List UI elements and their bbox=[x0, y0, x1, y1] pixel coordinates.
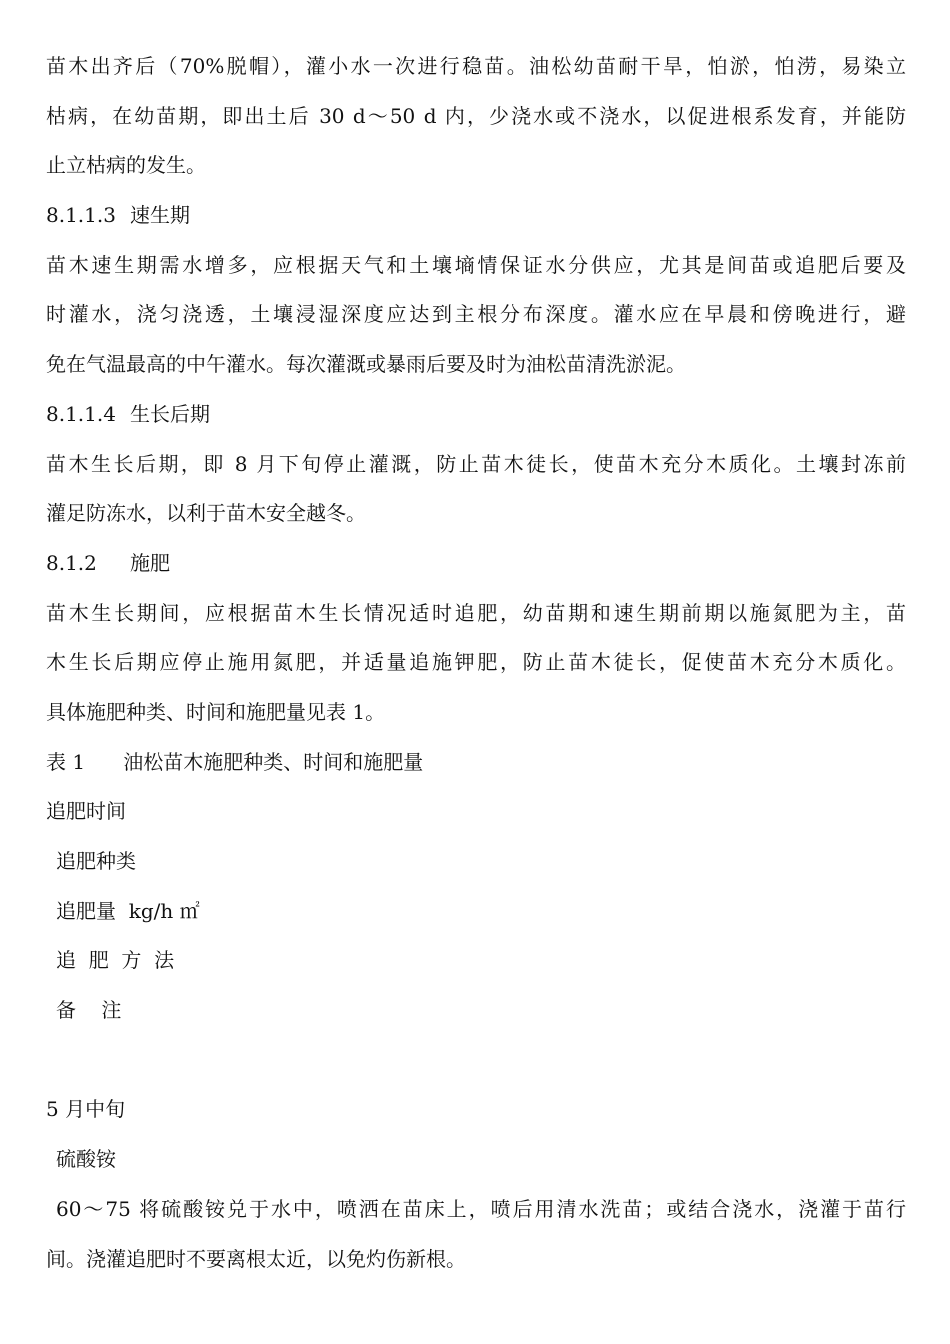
section-title: 生长后期 bbox=[130, 401, 210, 426]
paragraph-line: 时灌水，浇匀浇透，土壤浸湿深度应达到主根分布深度。灌水应在早晨和傍晚进行，避 bbox=[46, 302, 906, 327]
table-header-type: 追肥种类 bbox=[56, 849, 136, 873]
table-cell-type: 硫酸铵 bbox=[56, 1147, 116, 1172]
blank-line bbox=[46, 1044, 906, 1094]
paragraph-line: 具体施肥种类、时间和施肥量见表 1。 bbox=[46, 699, 386, 724]
table-header-method: 追 肥 方 法 bbox=[56, 948, 175, 973]
section-title: 施肥 bbox=[130, 550, 170, 575]
table-caption: 表 1 油松苗木施肥种类、时间和施肥量 bbox=[46, 749, 424, 774]
table-cell-method: 60～75 将硫酸铵兑于水中，喷洒在苗床上，喷后用清水洗苗；或结合浇水，浇灌于苗行 bbox=[56, 1196, 906, 1221]
section-number: 8.1.1.4 bbox=[46, 401, 116, 426]
table-header-time: 追肥时间 bbox=[46, 799, 126, 824]
table-cell-time: 5 月中旬 bbox=[46, 1097, 126, 1122]
table-header-amount: 追肥量 kg/h ㎡ bbox=[56, 898, 200, 923]
paragraph-line: 苗木出齐后（70%脱帽），灌小水一次进行稳苗。油松幼苗耐干旱，怕淤，怕涝，易染立 bbox=[46, 54, 906, 78]
document-page bbox=[46, 50, 906, 1292]
paragraph-line: 止立枯病的发生。 bbox=[46, 153, 206, 178]
paragraph-line: 灌足防冻水，以利于苗木安全越冬。 bbox=[46, 501, 366, 526]
paragraph-line: 苗木速生期需水增多，应根据天气和土壤墒情保证水分供应，尤其是间苗或追肥后要及 bbox=[46, 252, 906, 277]
paragraph-line: 木生长后期应停止施用氮肥，并适量追施钾肥，防止苗木徒长，促使苗木充分木质化。 bbox=[46, 650, 906, 675]
table-cell-method-continued: 间。浇灌追肥时不要离根太近，以免灼伤新根。 bbox=[46, 1246, 466, 1271]
paragraph-line: 苗木生长期间，应根据苗木生长情况适时追肥，幼苗期和速生期前期以施氮肥为主，苗 bbox=[46, 600, 906, 625]
section-title: 速生期 bbox=[130, 203, 190, 228]
section-heading-8-1-1-3 bbox=[46, 199, 906, 232]
section-heading-8-1-2 bbox=[46, 547, 906, 580]
paragraph-line: 苗木生长后期，即 8 月下旬停止灌溉，防止苗木徒长，使苗木充分木质化。土壤封冻前 bbox=[46, 451, 906, 476]
paragraph-line: 枯病，在幼苗期，即出土后 30 d～50 d 内，少浇水或不浇水，以促进根系发育，并能防 bbox=[46, 103, 906, 128]
section-number: 8.1.1.3 bbox=[46, 203, 116, 228]
table-header-note: 备 注 bbox=[56, 998, 122, 1023]
section-number: 8.1.2 bbox=[46, 550, 97, 575]
paragraph-line: 免在气温最高的中午灌水。每次灌溉或暴雨后要及时为油松苗清洗淤泥。 bbox=[46, 352, 686, 377]
section-heading-8-1-1-4 bbox=[46, 398, 906, 431]
